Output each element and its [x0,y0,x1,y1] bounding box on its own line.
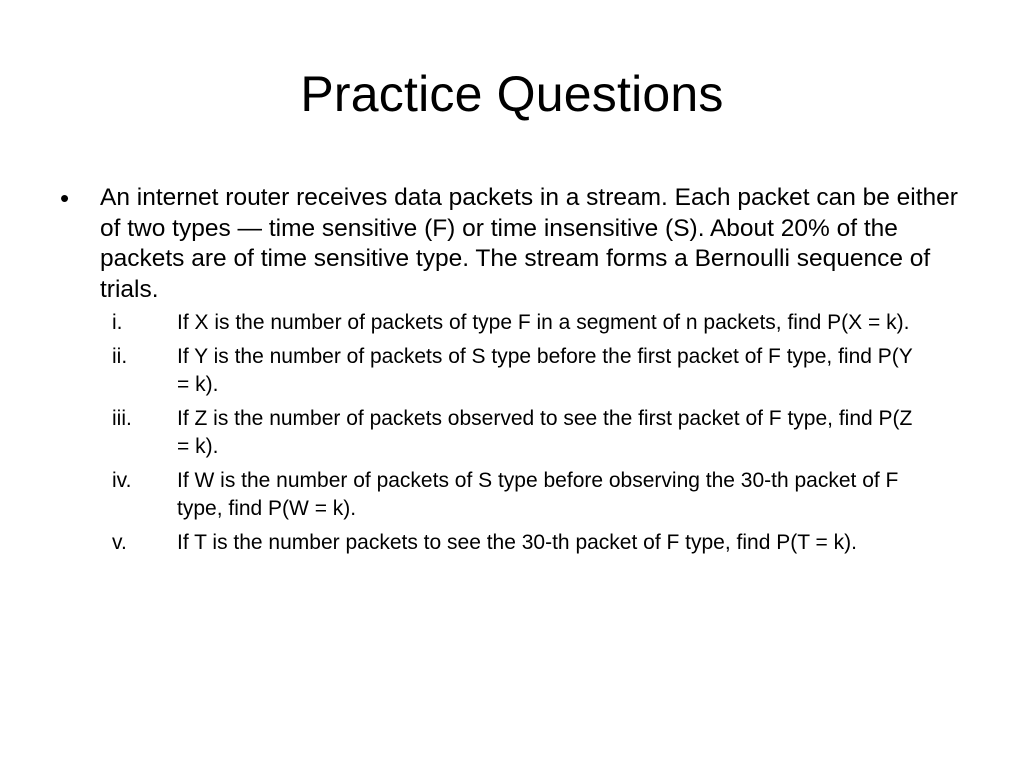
question-number: i. [112,311,123,334]
question-item-ii [112,343,970,399]
question-item-v [112,529,970,557]
bullet-text: An internet router receives data packets in a stream. Each packet can be either of two types — time sensitive (F) or time insensitive (S). About 20% of the packets are of time sensitive type. The stream forms a Bernoulli sequence of trials. [100,184,958,303]
question-number: v. [112,531,127,554]
question-text: If T is the number packets to see the 30-th packet of F type, find P(T = k). [177,531,857,554]
slide-content [60,183,970,563]
question-item-i [112,309,970,337]
main-bullet [60,183,970,305]
question-item-iv [112,467,970,523]
question-text: If W is the number of packets of S type before observing the 30-th packet of F type, find P(W = k). [177,469,899,520]
question-item-iii [112,405,970,461]
slide-title: Practice Questions [300,66,724,122]
question-text: If Z is the number of packets observed to see the first packet of F type, find P(Z = k). [177,407,913,458]
question-text: If X is the number of packets of type F in a segment of n packets, find P(X = k). [177,311,910,334]
bullet-marker: • [60,183,70,213]
question-number: iii. [112,407,132,430]
question-number: iv. [112,469,132,492]
question-number: ii. [112,345,128,368]
question-text: If Y is the number of packets of S type before the first packet of F type, find P(Y = k). [177,345,913,396]
question-list [60,309,970,557]
